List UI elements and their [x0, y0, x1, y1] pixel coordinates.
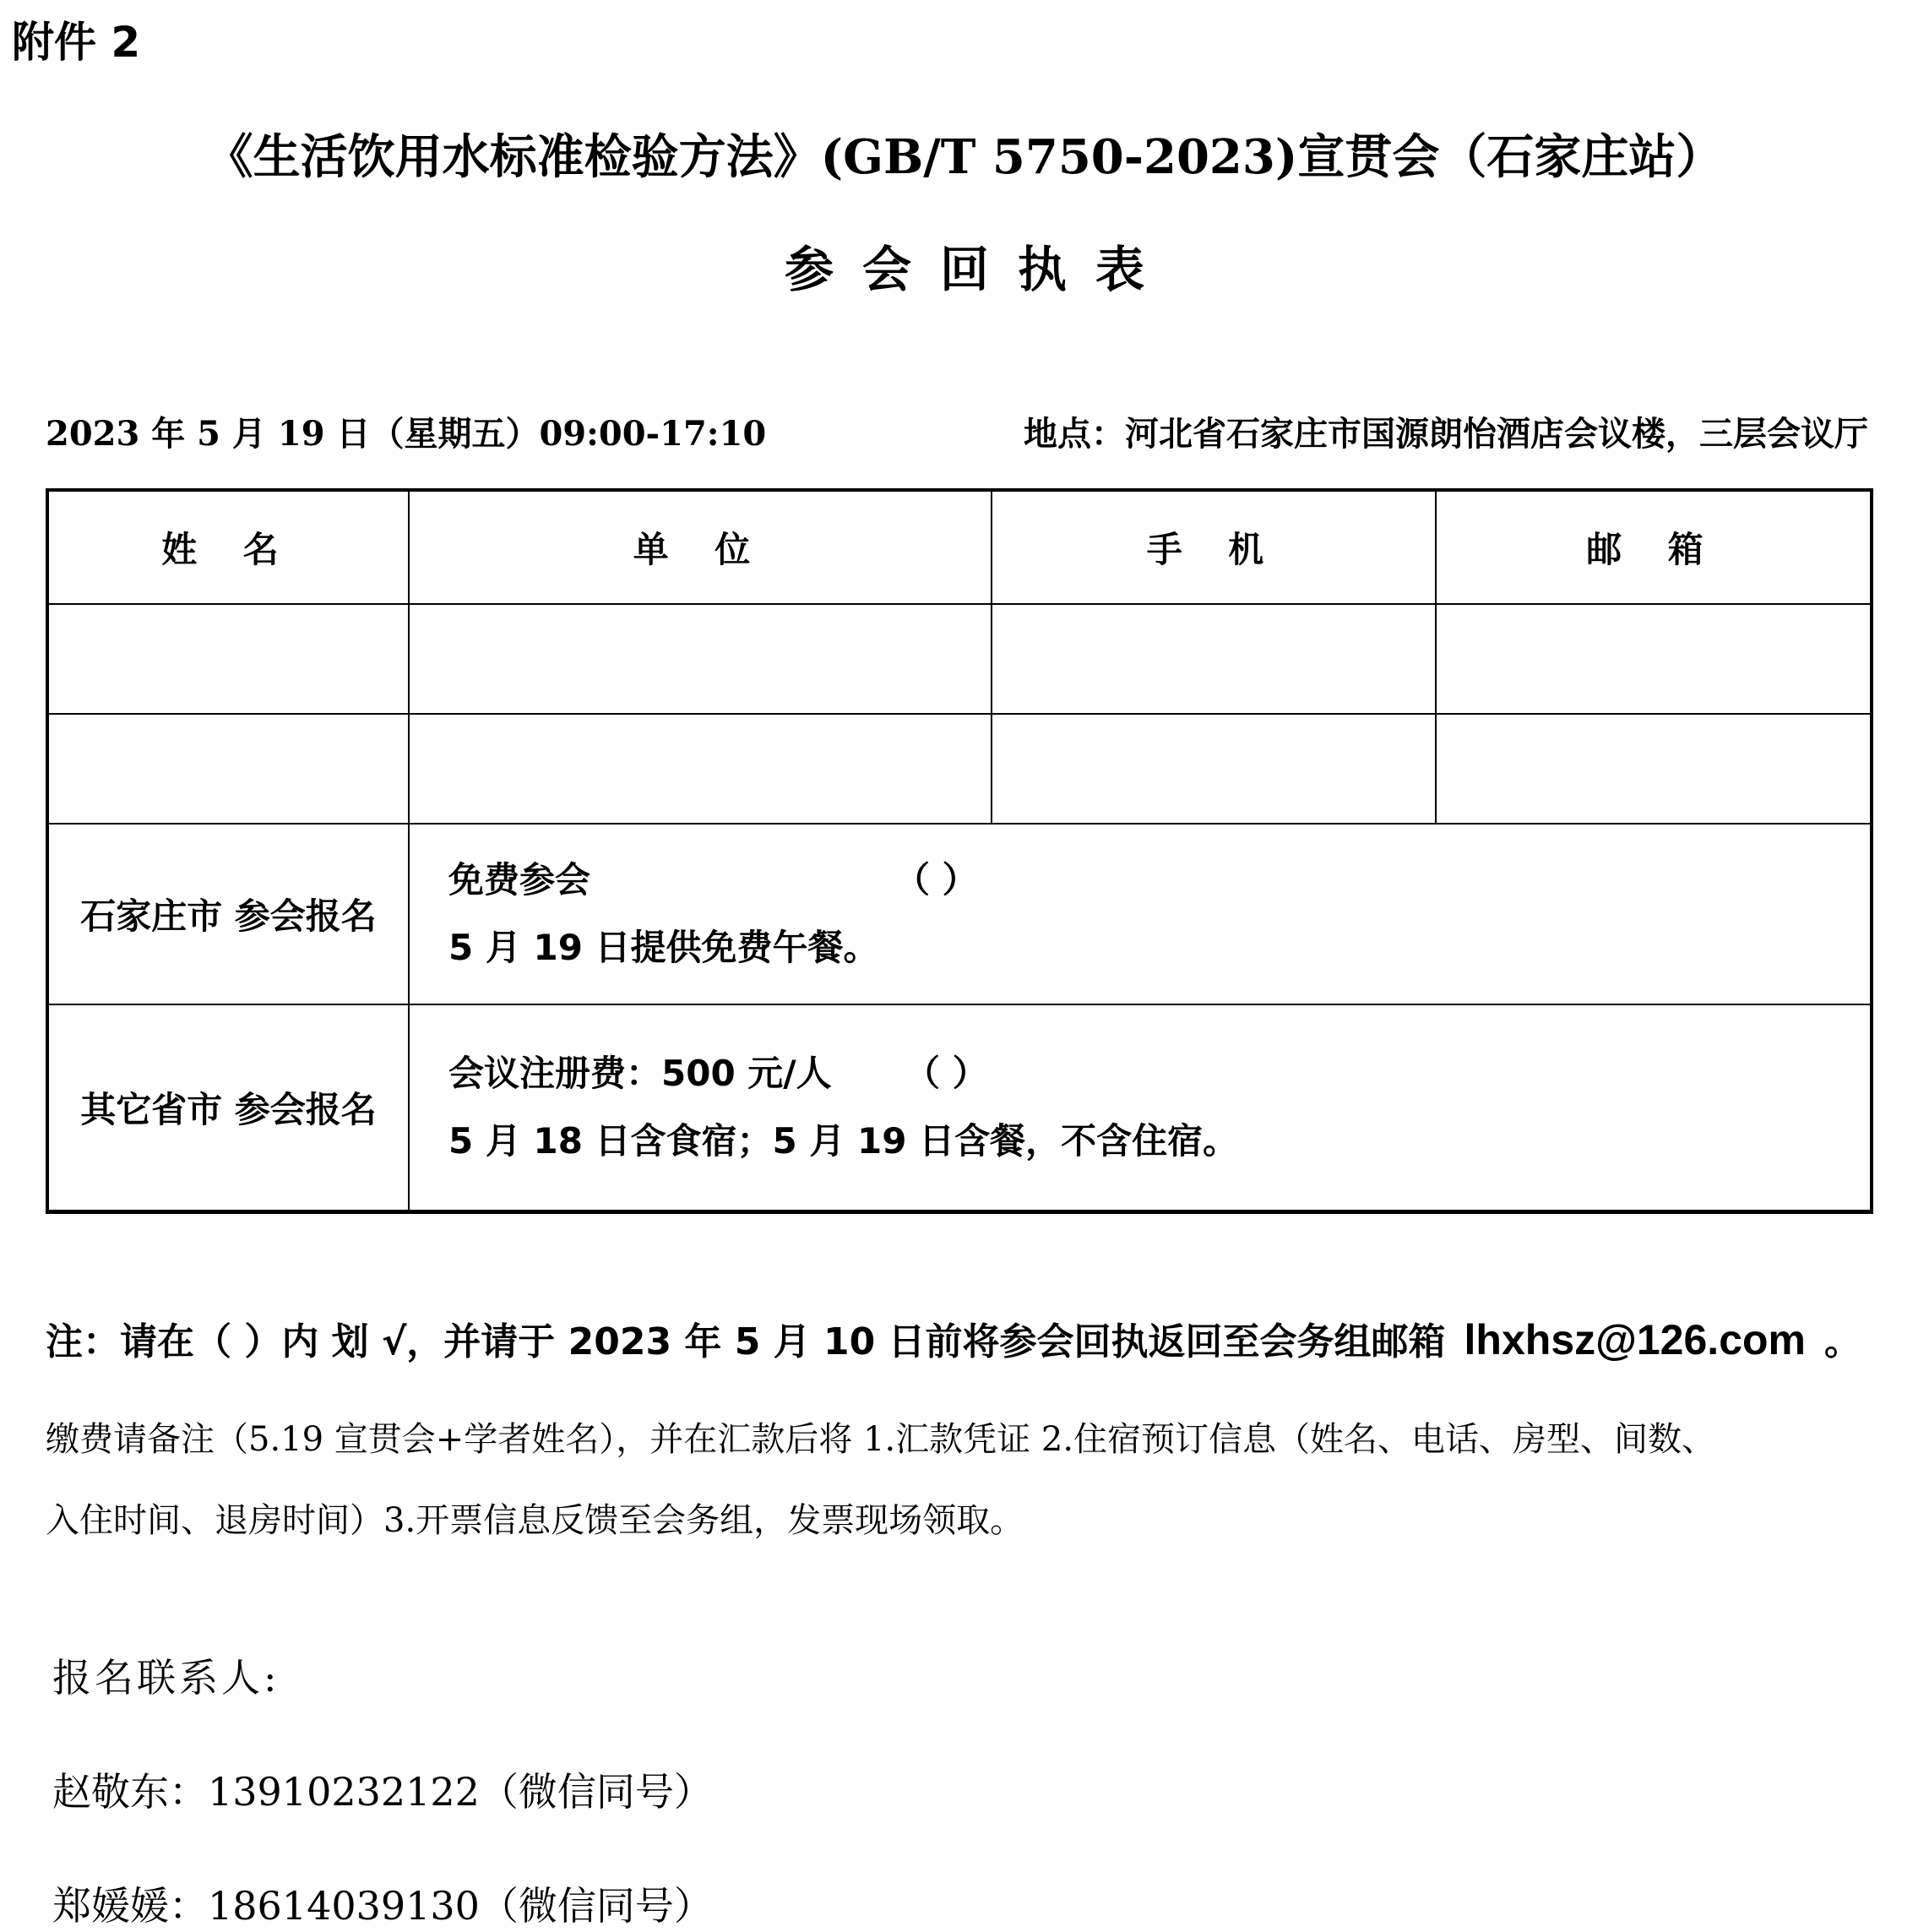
shijiazhuang-row: [47, 824, 1872, 1004]
page-subtitle: 参会回执表: [784, 241, 1173, 298]
contact-email-link[interactable]: lhxhsz@126.com: [1464, 1316, 1806, 1363]
shijiazhuang-content: [409, 824, 1872, 1004]
date-time: 2023 年 5 月 19 日（星期五）09:00-17:10: [46, 414, 767, 454]
note-line-1: [46, 1311, 1861, 1365]
phone-cell[interactable]: [992, 604, 1436, 714]
contact-item: 郑媛媛：18614039130（微信同号）: [52, 1883, 713, 1929]
phone-cell[interactable]: [992, 714, 1436, 824]
other-provinces-row: [47, 1004, 1872, 1212]
header-name: 姓 名: [47, 490, 409, 604]
note-line-3: 入住时间、退房时间）3.开票信息反馈至会务组，发票现场领取。: [46, 1501, 1024, 1540]
header-email: 邮 箱: [1436, 490, 1872, 604]
email-cell[interactable]: [1436, 714, 1872, 824]
unit-cell[interactable]: [409, 714, 992, 824]
free-option-checkbox[interactable]: （ ）: [894, 859, 978, 901]
venue: 地点：河北省石家庄市国源朗怡酒店会议楼，三层会议厅: [1024, 414, 1868, 454]
email-cell[interactable]: [1436, 604, 1872, 714]
header-unit: 单 位: [409, 490, 992, 604]
contact-item: 赵敬东：13910232122（微信同号）: [52, 1769, 713, 1815]
name-cell[interactable]: [47, 604, 409, 714]
note-suffix: 。: [1824, 1320, 1861, 1363]
name-cell[interactable]: [47, 714, 409, 824]
annex-label: 附件 2: [12, 18, 141, 67]
unit-cell[interactable]: [409, 604, 992, 714]
registration-form-table: [46, 488, 1873, 1214]
free-option-label: 免费参会: [448, 859, 591, 901]
table-row: [47, 604, 1872, 714]
contacts-title: 报名联系人:: [52, 1655, 280, 1701]
fee-option-label: 会议注册费：500 元/人: [448, 1053, 832, 1094]
other-provinces-label: 其它省市 参会报名: [47, 1004, 409, 1212]
header-row: [47, 490, 1872, 604]
note-text: 注：请在（ ）内 划 √，并请于 2023 年 5 月 10 日前将参会回执返回至会务组邮箱: [46, 1320, 1446, 1363]
table-row: [47, 714, 1872, 824]
shijiazhuang-label: 石家庄市 参会报名: [47, 824, 409, 1004]
fee-option-checkbox[interactable]: （ ）: [905, 1053, 988, 1094]
fee-option-detail: 5 月 18 日含食宿；5 月 19 日含餐，不含住宿。: [448, 1120, 1239, 1162]
page-title: 《生活饮用水标准检验方法》(GB/T 5750-2023)宣贯会（石家庄站）: [205, 129, 1724, 185]
header-phone: 手 机: [992, 490, 1436, 604]
free-option-detail: 5 月 19 日提供免费午餐。: [448, 927, 879, 968]
other-provinces-content: [409, 1004, 1872, 1212]
note-line-2: 缴费请备注（5.19 宣贯会+学者姓名），并在汇款后将 1.汇款凭证 2.住宿预订信息（姓名、电话、房型、间数、: [46, 1420, 1716, 1459]
